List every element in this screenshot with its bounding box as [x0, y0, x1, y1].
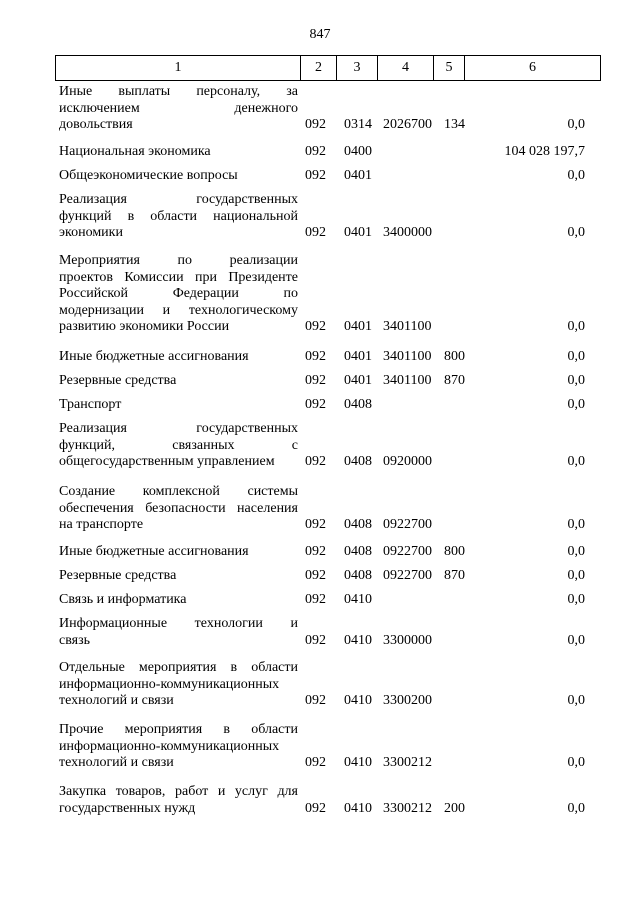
grbs-code: 092	[305, 117, 326, 132]
header-col-6: 6	[465, 56, 601, 81]
target-article-code: 3300000	[383, 632, 432, 648]
row-description	[59, 784, 298, 817]
row-description	[59, 253, 298, 336]
target-article-code: 0920000	[383, 454, 432, 469]
description-line: общегосударственным управлением	[59, 454, 275, 469]
description-line: Связь и информатика	[59, 592, 187, 607]
target-article-code: 3300212	[383, 800, 432, 816]
description-line: Закупка товаров, работ и услуг для	[59, 784, 298, 799]
section-code: 0401	[344, 168, 372, 183]
description-line: Национальная экономика	[59, 144, 211, 159]
row-description	[59, 144, 298, 161]
section-code: 0408	[344, 454, 372, 469]
row-description	[59, 660, 298, 710]
section-code: 0314	[344, 117, 372, 132]
section-code: 0410	[344, 693, 372, 708]
description-line: Иные бюджетные ассигнования	[59, 349, 249, 364]
table-header	[55, 55, 601, 81]
section-code: 0410	[344, 755, 372, 770]
grbs-code: 092	[305, 349, 326, 364]
description-line: экономики	[59, 225, 123, 240]
section-code: 0408	[344, 568, 372, 583]
row-description	[59, 568, 298, 585]
grbs-code: 092	[305, 800, 326, 816]
grbs-code: 092	[305, 632, 326, 648]
expense-type-code: 200	[444, 800, 465, 816]
amount-value: 0,0	[567, 117, 585, 132]
description-line: Общеэкономические вопросы	[59, 168, 238, 183]
grbs-code: 092	[305, 168, 326, 183]
amount-value: 0,0	[567, 373, 585, 388]
description-line: государственных нужд	[59, 800, 196, 816]
target-article-code: 3401100	[383, 349, 432, 364]
amount-value: 0,0	[567, 592, 585, 607]
grbs-code: 092	[305, 454, 326, 469]
grbs-code: 092	[305, 755, 326, 770]
amount-value: 0,0	[567, 693, 585, 708]
row-description	[59, 421, 298, 471]
description-line: Иные бюджетные ассигнования	[59, 544, 249, 559]
section-code: 0408	[344, 544, 372, 559]
amount-value: 0,0	[567, 632, 585, 648]
amount-value: 0,0	[567, 454, 585, 469]
description-line: технологий и связи	[59, 693, 174, 708]
description-line: исключением денежного	[59, 100, 298, 116]
section-code: 0401	[344, 225, 372, 240]
description-line: Информационные технологии и	[59, 616, 298, 631]
grbs-code: 092	[305, 144, 326, 159]
row-description	[59, 616, 298, 649]
expense-type-code: 870	[444, 568, 465, 583]
description-line: Создание комплексной системы	[59, 484, 298, 499]
section-code: 0401	[344, 349, 372, 364]
amount-value: 0,0	[567, 319, 585, 334]
description-line: Иные выплаты персоналу, за	[59, 84, 298, 99]
row-description	[59, 192, 298, 242]
amount-value: 0,0	[567, 168, 585, 183]
header-col-2: 2	[301, 56, 337, 81]
row-description	[59, 397, 298, 414]
amount-value: 0,0	[567, 755, 585, 770]
description-line: Реализация государственных	[59, 421, 298, 436]
row-description	[59, 373, 298, 390]
target-article-code: 3300200	[383, 693, 432, 708]
section-code: 0410	[344, 800, 372, 816]
grbs-code: 092	[305, 592, 326, 607]
description-line: модернизации и технологическому	[59, 302, 298, 318]
grbs-code: 092	[305, 225, 326, 240]
description-line: связь	[59, 632, 90, 648]
target-article-code: 3401100	[383, 319, 432, 334]
description-line: Транспорт	[59, 397, 122, 412]
row-description	[59, 722, 298, 772]
expense-type-code: 800	[444, 544, 465, 559]
amount-value: 104 028 197,7	[504, 144, 585, 159]
grbs-code: 092	[305, 397, 326, 412]
expense-type-code: 870	[444, 373, 465, 388]
header-col-3: 3	[337, 56, 378, 81]
description-line: информационно-коммуникационных	[59, 676, 280, 692]
description-line: Отдельные мероприятия в области	[59, 660, 298, 675]
grbs-code: 092	[305, 319, 326, 334]
description-line: проектов Комиссии при Президенте	[59, 269, 298, 285]
grbs-code: 092	[305, 693, 326, 708]
section-code: 0410	[344, 592, 372, 607]
amount-value: 0,0	[567, 225, 585, 240]
description-line: технологий и связи	[59, 755, 174, 770]
page-number: 847	[309, 27, 331, 42]
row-description	[59, 349, 298, 366]
amount-value: 0,0	[567, 568, 585, 583]
row-description	[59, 592, 298, 609]
description-line: Прочие мероприятия в области	[59, 722, 298, 737]
section-code: 0400	[344, 144, 372, 159]
target-article-code: 0922700	[383, 544, 432, 559]
section-code: 0408	[344, 397, 372, 412]
target-article-code: 3300212	[383, 755, 432, 770]
description-line: Российской Федерации по	[59, 286, 298, 301]
description-line: функций, связанных с	[59, 437, 298, 453]
description-line: обеспечения безопасности населения	[59, 500, 298, 516]
section-code: 0410	[344, 632, 372, 648]
amount-value: 0,0	[567, 800, 585, 816]
row-description	[59, 484, 298, 534]
amount-value: 0,0	[567, 517, 585, 532]
section-code: 0401	[344, 319, 372, 334]
header-col-1: 1	[56, 56, 301, 81]
description-line: Реализация государственных	[59, 192, 298, 207]
amount-value: 0,0	[567, 397, 585, 412]
grbs-code: 092	[305, 517, 326, 532]
amount-value: 0,0	[567, 349, 585, 364]
target-article-code: 3400000	[383, 225, 432, 240]
target-article-code: 2026700	[383, 117, 432, 132]
header-col-4: 4	[378, 56, 434, 81]
grbs-code: 092	[305, 568, 326, 583]
target-article-code: 0922700	[383, 568, 432, 583]
description-line: Резервные средства	[59, 568, 177, 583]
expense-type-code: 800	[444, 349, 465, 364]
row-description	[59, 84, 298, 134]
section-code: 0408	[344, 517, 372, 532]
header-col-5: 5	[434, 56, 465, 81]
row-description	[59, 544, 298, 561]
grbs-code: 092	[305, 544, 326, 559]
description-line: функций в области национальной	[59, 208, 298, 224]
target-article-code: 3401100	[383, 373, 432, 388]
description-line: информационно-коммуникационных	[59, 738, 280, 754]
section-code: 0401	[344, 373, 372, 388]
description-line: Резервные средства	[59, 373, 177, 388]
description-line: Мероприятия по реализации	[59, 253, 298, 268]
expense-type-code: 134	[444, 117, 465, 132]
target-article-code: 0922700	[383, 517, 432, 532]
grbs-code: 092	[305, 373, 326, 388]
description-line: на транспорте	[59, 517, 144, 532]
row-description	[59, 168, 298, 185]
amount-value: 0,0	[567, 544, 585, 559]
description-line: довольствия	[59, 117, 133, 132]
description-line: развитию экономики России	[59, 319, 230, 334]
